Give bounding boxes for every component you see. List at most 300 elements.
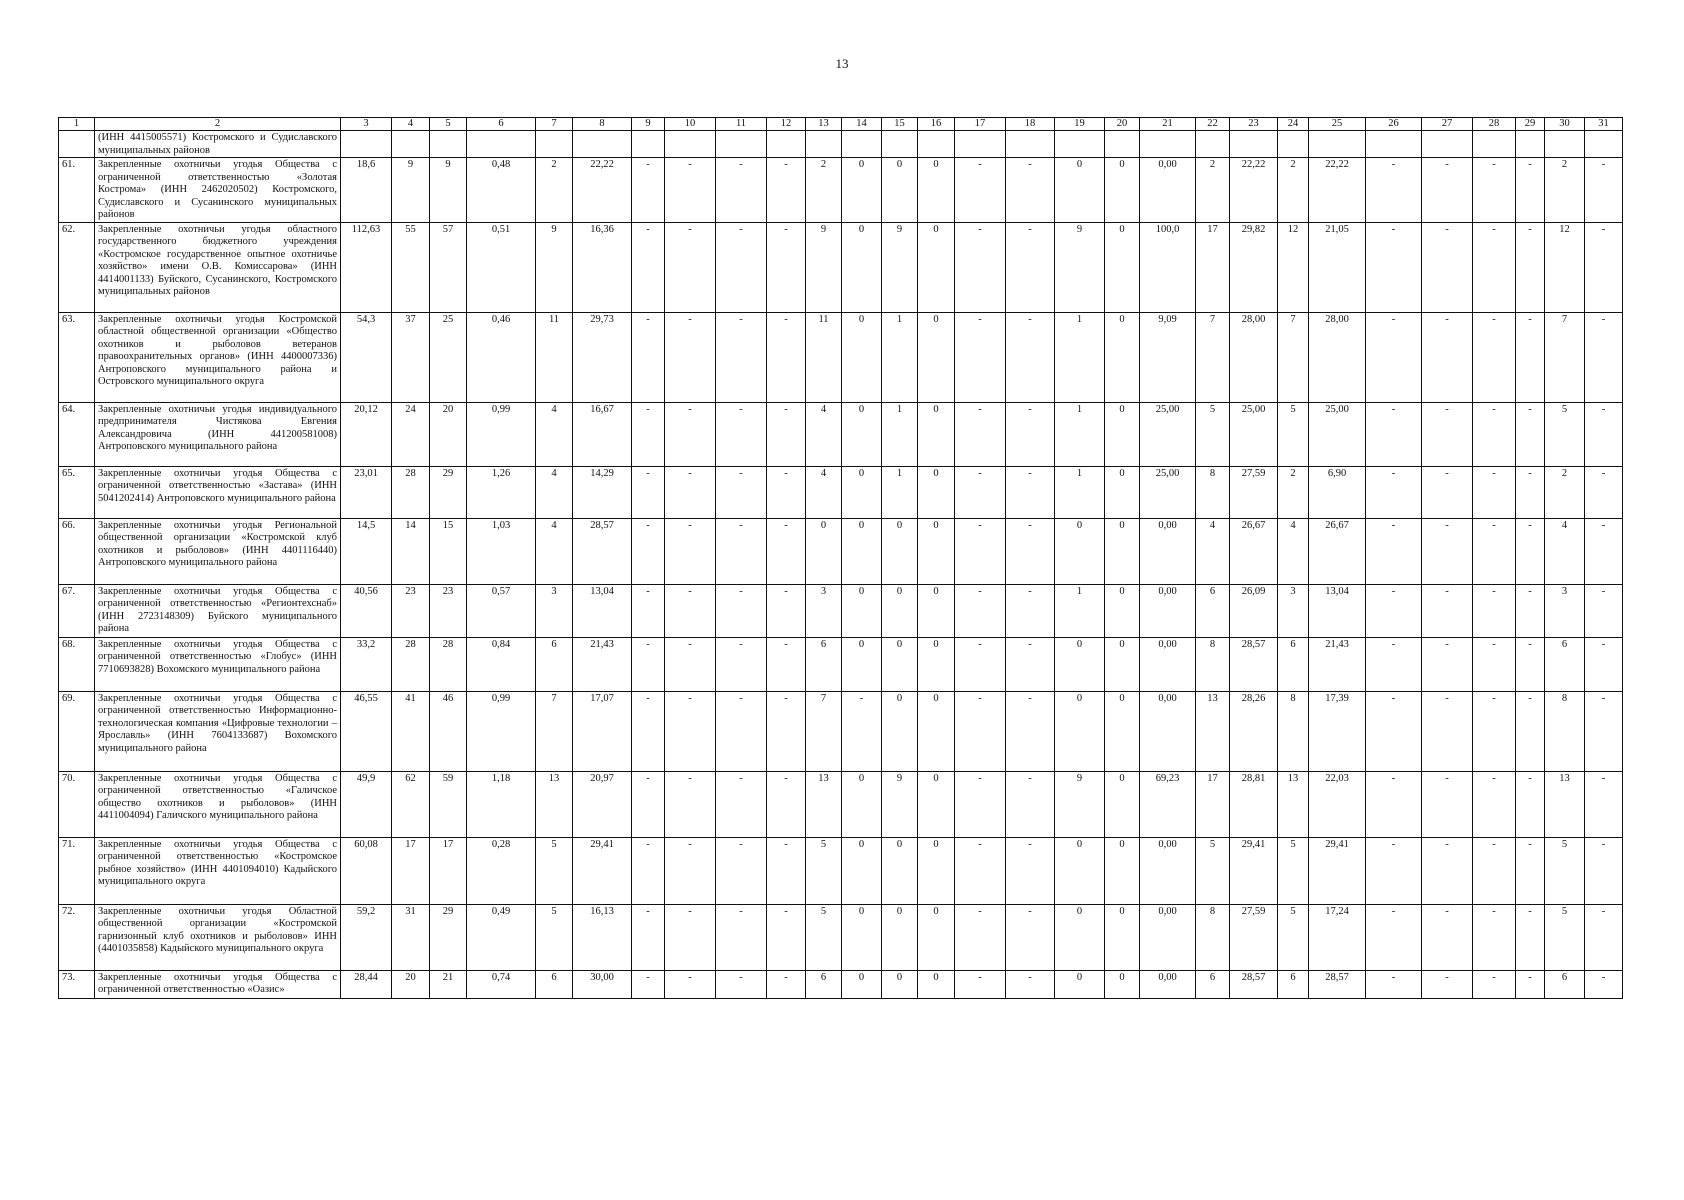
value-cell: 18,6 [341, 158, 392, 223]
hunting-ground-description-cell: Закрепленные охотничьи угодья Общества с ограниченной ответственностью «Оазис» [95, 970, 341, 998]
value-cell: 13 [1196, 691, 1230, 771]
value-cell: 0 [1105, 518, 1140, 584]
value-cell: 0 [1105, 771, 1140, 837]
value-cell: - [1473, 584, 1516, 637]
row-number-cell: 62. [59, 222, 95, 312]
value-cell: 0 [1055, 518, 1105, 584]
value-cell: 57 [430, 222, 467, 312]
value-cell: - [665, 771, 716, 837]
value-cell: - [767, 402, 806, 466]
value-cell: - [632, 222, 665, 312]
value-cell: - [1473, 312, 1516, 402]
value-cell: 14,29 [573, 466, 632, 518]
value-cell: 0 [882, 904, 918, 970]
value-cell: - [1422, 402, 1473, 466]
row-number-cell: 70. [59, 771, 95, 837]
value-cell: - [1516, 466, 1545, 518]
value-cell: 0,49 [467, 904, 536, 970]
hunting-ground-description-cell: Закрепленные охотничьи угодья Областной общественной организации «Костромской гарнизонный клуб охотников и рыболовов» ИНН (4401035858) Кадыйского муниципального округа [95, 904, 341, 970]
value-cell: 59 [430, 771, 467, 837]
value-cell: - [716, 904, 767, 970]
value-cell: 22,22 [1309, 158, 1366, 223]
column-number-header: 24 [1278, 118, 1309, 131]
value-cell: 2 [1278, 466, 1309, 518]
value-cell: - [1516, 584, 1545, 637]
value-cell: 29 [430, 466, 467, 518]
value-cell: - [1473, 904, 1516, 970]
value-cell: 4 [806, 466, 842, 518]
value-cell: - [1585, 402, 1623, 466]
column-number-header: 26 [1366, 118, 1422, 131]
value-cell: - [1006, 691, 1055, 771]
value-cell [842, 131, 882, 158]
value-cell: 0 [1105, 158, 1140, 223]
value-cell: 41 [392, 691, 430, 771]
value-cell: - [1006, 837, 1055, 904]
value-cell: - [1516, 837, 1545, 904]
value-cell: 59,2 [341, 904, 392, 970]
value-cell: - [665, 518, 716, 584]
value-cell: 7 [1196, 312, 1230, 402]
value-cell: 28 [392, 466, 430, 518]
value-cell: 8 [1278, 691, 1309, 771]
column-number-header: 29 [1516, 118, 1545, 131]
value-cell: 112,63 [341, 222, 392, 312]
column-number-header: 13 [806, 118, 842, 131]
value-cell [1006, 131, 1055, 158]
value-cell: 0 [1105, 970, 1140, 998]
value-cell: 9 [430, 158, 467, 223]
row-number-cell: 65. [59, 466, 95, 518]
value-cell: - [716, 637, 767, 691]
value-cell: 28,57 [1230, 637, 1278, 691]
table-row [59, 637, 1623, 691]
value-cell: 25,00 [1309, 402, 1366, 466]
value-cell: - [665, 312, 716, 402]
value-cell: - [1006, 518, 1055, 584]
value-cell: 2 [536, 158, 573, 223]
value-cell: 0 [882, 518, 918, 584]
value-cell: - [1422, 584, 1473, 637]
value-cell: 0 [1055, 637, 1105, 691]
column-number-header: 31 [1585, 118, 1623, 131]
value-cell: 0 [1055, 837, 1105, 904]
row-number-cell: 73. [59, 970, 95, 998]
value-cell: 17 [430, 837, 467, 904]
value-cell: 6 [806, 637, 842, 691]
value-cell: 69,23 [1140, 771, 1196, 837]
value-cell: 29,41 [1309, 837, 1366, 904]
value-cell: 21,43 [1309, 637, 1366, 691]
value-cell: 5 [1545, 837, 1585, 904]
value-cell: - [767, 222, 806, 312]
value-cell: 1,18 [467, 771, 536, 837]
value-cell: 0 [918, 222, 955, 312]
value-cell: 13 [1545, 771, 1585, 837]
value-cell: - [632, 904, 665, 970]
value-cell: - [716, 402, 767, 466]
value-cell: 4 [806, 402, 842, 466]
column-number-header: 3 [341, 118, 392, 131]
value-cell [1422, 131, 1473, 158]
value-cell: - [716, 466, 767, 518]
value-cell: 17,24 [1309, 904, 1366, 970]
value-cell: 0 [842, 402, 882, 466]
value-cell: 0 [1105, 222, 1140, 312]
value-cell: 27,59 [1230, 466, 1278, 518]
value-cell: - [1422, 518, 1473, 584]
column-number-header: 25 [1309, 118, 1366, 131]
value-cell: 21,05 [1309, 222, 1366, 312]
value-cell: - [1422, 222, 1473, 312]
value-cell: 25,00 [1230, 402, 1278, 466]
table-row [59, 466, 1623, 518]
value-cell: - [1473, 222, 1516, 312]
column-number-header: 18 [1006, 118, 1055, 131]
value-cell: - [1366, 637, 1422, 691]
value-cell: 28,57 [1309, 970, 1366, 998]
row-number-cell: 61. [59, 158, 95, 223]
value-cell: - [1585, 837, 1623, 904]
value-cell [341, 131, 392, 158]
value-cell: - [1473, 402, 1516, 466]
value-cell: 0 [918, 637, 955, 691]
value-cell: 26,09 [1230, 584, 1278, 637]
value-cell: - [632, 837, 665, 904]
value-cell: 9 [536, 222, 573, 312]
value-cell: 2 [1545, 158, 1585, 223]
value-cell: - [1585, 312, 1623, 402]
value-cell: 28,00 [1230, 312, 1278, 402]
table-row [59, 904, 1623, 970]
value-cell: 0,51 [467, 222, 536, 312]
value-cell [1055, 131, 1105, 158]
value-cell: 1 [1055, 402, 1105, 466]
value-cell: 28,26 [1230, 691, 1278, 771]
value-cell: 0,99 [467, 402, 536, 466]
data-table-wrapper [58, 117, 1623, 999]
hunting-ground-description-cell: Закрепленные охотничьи угодья Общества с ограниченной ответственностью «Глобус» (ИНН 7710693828) Вохомского муниципального района [95, 637, 341, 691]
value-cell: 54,3 [341, 312, 392, 402]
value-cell: 20,97 [573, 771, 632, 837]
value-cell: - [1366, 312, 1422, 402]
row-number-cell: 64. [59, 402, 95, 466]
value-cell: 0,00 [1140, 970, 1196, 998]
value-cell: - [955, 637, 1006, 691]
value-cell [716, 131, 767, 158]
value-cell: - [1516, 691, 1545, 771]
value-cell [767, 131, 806, 158]
value-cell: - [1422, 466, 1473, 518]
table-row [59, 402, 1623, 466]
value-cell: 21 [430, 970, 467, 998]
value-cell: 6,90 [1309, 466, 1366, 518]
value-cell: 62 [392, 771, 430, 837]
value-cell: 0 [1055, 904, 1105, 970]
value-cell: - [1585, 518, 1623, 584]
value-cell [1278, 131, 1309, 158]
value-cell: 17 [1196, 222, 1230, 312]
page-number: 13 [835, 56, 849, 71]
value-cell: 11 [536, 312, 573, 402]
value-cell: - [1516, 904, 1545, 970]
value-cell: - [1585, 970, 1623, 998]
value-cell: - [1422, 312, 1473, 402]
value-cell: 1,26 [467, 466, 536, 518]
value-cell: 0 [882, 691, 918, 771]
value-cell: - [632, 402, 665, 466]
value-cell: - [1516, 222, 1545, 312]
value-cell: - [716, 584, 767, 637]
value-cell: 26,67 [1309, 518, 1366, 584]
value-cell: - [767, 518, 806, 584]
value-cell: 28,81 [1230, 771, 1278, 837]
value-cell: 0 [918, 158, 955, 223]
value-cell: 17 [1196, 771, 1230, 837]
table-row [59, 584, 1623, 637]
value-cell: - [767, 904, 806, 970]
value-cell: - [955, 837, 1006, 904]
value-cell: 46 [430, 691, 467, 771]
column-number-header: 2 [95, 118, 341, 131]
value-cell: - [716, 771, 767, 837]
table-row [59, 691, 1623, 771]
value-cell: 0 [918, 466, 955, 518]
value-cell: - [716, 837, 767, 904]
hunting-ground-description-cell: Закрепленные охотничьи угодья Общества с ограниченной ответственностью «Регионтехснаб» (ИНН 2723148309) Буйского муниципального района [95, 584, 341, 637]
value-cell: 1 [1055, 466, 1105, 518]
value-cell: 5 [1545, 904, 1585, 970]
value-cell: 17 [392, 837, 430, 904]
value-cell: 4 [1196, 518, 1230, 584]
value-cell [1309, 131, 1366, 158]
value-cell [536, 131, 573, 158]
value-cell: - [632, 584, 665, 637]
value-cell: - [1366, 584, 1422, 637]
value-cell: 23,01 [341, 466, 392, 518]
value-cell: 4 [536, 518, 573, 584]
value-cell: 0 [842, 837, 882, 904]
value-cell: 0 [882, 158, 918, 223]
value-cell: 6 [536, 637, 573, 691]
value-cell: 0 [1055, 970, 1105, 998]
value-cell: 0 [882, 637, 918, 691]
value-cell: 20 [430, 402, 467, 466]
value-cell: 16,36 [573, 222, 632, 312]
value-cell: 5 [536, 837, 573, 904]
value-cell: 33,2 [341, 637, 392, 691]
value-cell: - [1473, 771, 1516, 837]
value-cell: 27,59 [1230, 904, 1278, 970]
value-cell: - [665, 158, 716, 223]
value-cell: 0,00 [1140, 584, 1196, 637]
value-cell: 46,55 [341, 691, 392, 771]
value-cell: 4 [1545, 518, 1585, 584]
value-cell: 0,57 [467, 584, 536, 637]
value-cell: - [1516, 312, 1545, 402]
value-cell: - [1422, 637, 1473, 691]
row-number-cell: 71. [59, 837, 95, 904]
value-cell: 23 [430, 584, 467, 637]
column-number-header: 19 [1055, 118, 1105, 131]
value-cell [467, 131, 536, 158]
value-cell: 0 [1105, 637, 1140, 691]
value-cell: - [716, 222, 767, 312]
value-cell: 2 [1545, 466, 1585, 518]
value-cell: 0 [842, 904, 882, 970]
value-cell [1473, 131, 1516, 158]
value-cell: 23 [392, 584, 430, 637]
value-cell: 7 [1278, 312, 1309, 402]
value-cell: 0,00 [1140, 518, 1196, 584]
value-cell [1196, 131, 1230, 158]
value-cell: 24 [392, 402, 430, 466]
value-cell: - [767, 771, 806, 837]
value-cell: - [1366, 904, 1422, 970]
column-number-header: 22 [1196, 118, 1230, 131]
value-cell: - [1006, 771, 1055, 837]
value-cell: 29,41 [573, 837, 632, 904]
value-cell: - [632, 518, 665, 584]
value-cell: 29 [430, 904, 467, 970]
value-cell: - [955, 158, 1006, 223]
column-number-header: 11 [716, 118, 767, 131]
value-cell: 8 [1196, 466, 1230, 518]
table-row [59, 158, 1623, 223]
column-number-header: 12 [767, 118, 806, 131]
value-cell: - [955, 771, 1006, 837]
value-cell: - [1473, 837, 1516, 904]
table-row [59, 518, 1623, 584]
value-cell [1516, 131, 1545, 158]
value-cell: 6 [536, 970, 573, 998]
value-cell: 49,9 [341, 771, 392, 837]
value-cell: 0 [1055, 691, 1105, 771]
value-cell [1105, 131, 1140, 158]
value-cell: 0,00 [1140, 637, 1196, 691]
value-cell: - [1366, 402, 1422, 466]
row-number-cell: 68. [59, 637, 95, 691]
value-cell: - [1006, 402, 1055, 466]
value-cell: 60,08 [341, 837, 392, 904]
value-cell: - [1366, 691, 1422, 771]
value-cell: 0 [842, 970, 882, 998]
value-cell: - [1366, 837, 1422, 904]
value-cell: - [1585, 466, 1623, 518]
value-cell: 0 [806, 518, 842, 584]
value-cell: - [1422, 970, 1473, 998]
value-cell: - [1585, 691, 1623, 771]
value-cell: - [632, 158, 665, 223]
value-cell: 6 [1545, 970, 1585, 998]
value-cell: 6 [1196, 970, 1230, 998]
value-cell: 16,67 [573, 402, 632, 466]
value-cell: 0,00 [1140, 158, 1196, 223]
value-cell: 0,48 [467, 158, 536, 223]
value-cell: - [1422, 837, 1473, 904]
value-cell: - [1473, 466, 1516, 518]
value-cell: - [1006, 222, 1055, 312]
value-cell: 0 [1105, 837, 1140, 904]
value-cell: 1 [1055, 584, 1105, 637]
value-cell: 13 [536, 771, 573, 837]
value-cell: 40,56 [341, 584, 392, 637]
value-cell: - [1585, 904, 1623, 970]
value-cell: - [955, 691, 1006, 771]
value-cell: - [1366, 771, 1422, 837]
value-cell: - [767, 970, 806, 998]
value-cell: 0,84 [467, 637, 536, 691]
value-cell: - [665, 637, 716, 691]
value-cell: 0,00 [1140, 691, 1196, 771]
value-cell: 29,73 [573, 312, 632, 402]
value-cell: - [955, 584, 1006, 637]
hunting-ground-description-cell: Закрепленные охотничьи угодья индивидуального предпринимателя Чистякова Евгения Александровича (ИНН 441200581008) Антроповского муниципального района [95, 402, 341, 466]
value-cell: 0 [918, 691, 955, 771]
column-number-header: 7 [536, 118, 573, 131]
value-cell: 14 [392, 518, 430, 584]
value-cell: - [632, 312, 665, 402]
column-number-header: 6 [467, 118, 536, 131]
value-cell: - [1422, 158, 1473, 223]
column-number-header: 20 [1105, 118, 1140, 131]
value-cell: 9 [392, 158, 430, 223]
value-cell [665, 131, 716, 158]
value-cell: - [632, 466, 665, 518]
value-cell: - [767, 837, 806, 904]
value-cell: - [1516, 158, 1545, 223]
column-number-header: 5 [430, 118, 467, 131]
row-number-cell: 69. [59, 691, 95, 771]
value-cell: 1 [1055, 312, 1105, 402]
value-cell: 20 [392, 970, 430, 998]
column-number-header: 23 [1230, 118, 1278, 131]
value-cell: - [1473, 637, 1516, 691]
value-cell: 5 [1278, 904, 1309, 970]
value-cell [392, 131, 430, 158]
value-cell: - [1516, 518, 1545, 584]
value-cell: 17,07 [573, 691, 632, 771]
value-cell: 0 [918, 584, 955, 637]
hunting-ground-description-cell: Закрепленные охотничьи угодья областного государственного бюджетного учреждения «Костромское государственное опытное охотничье хозяйство» имени О.В. Комиссарова» (ИНН 4414001133) Буйского, Сусанинского, Костромского муниципальных районов [95, 222, 341, 312]
value-cell: 0 [1055, 158, 1105, 223]
hunting-ground-description-cell: Закрепленные охотничьи угодья Региональной общественной организации «Костромской клуб охотников и рыболовов» (ИНН 4401116440) Антроповского муниципального района [95, 518, 341, 584]
value-cell: 0 [918, 312, 955, 402]
value-cell [430, 131, 467, 158]
value-cell: - [1422, 771, 1473, 837]
table-row [59, 771, 1623, 837]
value-cell: 13,04 [1309, 584, 1366, 637]
value-cell: 29,41 [1230, 837, 1278, 904]
column-number-header: 16 [918, 118, 955, 131]
value-cell [955, 131, 1006, 158]
column-number-header: 15 [882, 118, 918, 131]
value-cell [1366, 131, 1422, 158]
value-cell: 20,12 [341, 402, 392, 466]
value-cell: 9 [1055, 771, 1105, 837]
value-cell [918, 131, 955, 158]
value-cell: 0 [918, 837, 955, 904]
value-cell: - [842, 691, 882, 771]
value-cell: 8 [1196, 904, 1230, 970]
value-cell: - [665, 466, 716, 518]
value-cell: 0 [1105, 584, 1140, 637]
value-cell: - [1422, 904, 1473, 970]
value-cell: 0 [1105, 312, 1140, 402]
value-cell: 0 [842, 584, 882, 637]
value-cell: 22,03 [1309, 771, 1366, 837]
value-cell: - [665, 970, 716, 998]
